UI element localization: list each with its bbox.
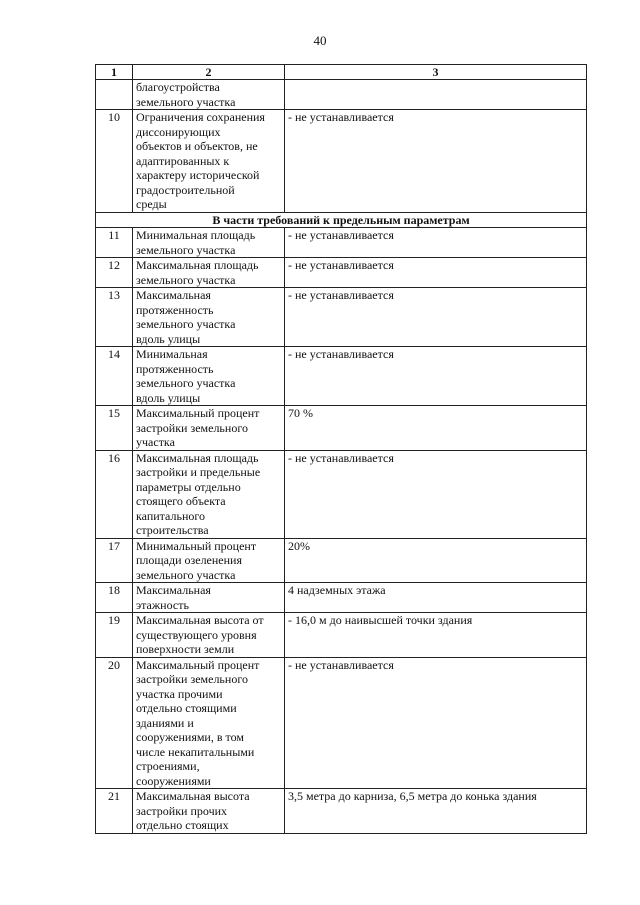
- row-number: 18: [96, 583, 133, 613]
- parameter-value: 70 %: [285, 406, 587, 451]
- table-row: [96, 258, 587, 288]
- parameter-name: Максимальный процент застройки земельного участка: [133, 406, 285, 451]
- requirements-table: [95, 64, 587, 834]
- table-row: [96, 406, 587, 451]
- parameter-name: Максимальная высота застройки прочих отдельно стоящих: [133, 789, 285, 834]
- parameter-value: [285, 80, 587, 110]
- page-number: 40: [313, 33, 327, 48]
- parameter-value: - не устанавливается: [285, 657, 587, 789]
- parameter-name: Максимальная площадь застройки и предельные параметры отдельно стоящего объекта капитального строительства: [133, 450, 285, 538]
- parameter-value: - не устанавливается: [285, 347, 587, 406]
- parameter-name: благоустройства земельного участка: [133, 80, 285, 110]
- parameter-value: - не устанавливается: [285, 258, 587, 288]
- parameter-value: - не устанавливается: [285, 110, 587, 213]
- row-number: [96, 80, 133, 110]
- table-row: [96, 450, 587, 538]
- row-number: 21: [96, 789, 133, 834]
- row-number: 15: [96, 406, 133, 451]
- row-number: 13: [96, 288, 133, 347]
- table-row: [96, 657, 587, 789]
- row-number: 14: [96, 347, 133, 406]
- row-number: 19: [96, 613, 133, 658]
- row-number: 17: [96, 538, 133, 583]
- table-header-row: [96, 65, 587, 80]
- section-row: [96, 212, 587, 228]
- parameter-value: - не устанавливается: [285, 228, 587, 258]
- table-row: [96, 583, 587, 613]
- parameter-value: - не устанавливается: [285, 288, 587, 347]
- parameter-value: - не устанавливается: [285, 450, 587, 538]
- column-header-1: 1: [96, 65, 133, 80]
- section-heading: В части требований к предельным параметрам: [96, 212, 587, 228]
- table-row: [96, 538, 587, 583]
- parameter-name: Максимальная высота от существующего уровня поверхности земли: [133, 613, 285, 658]
- row-number: 12: [96, 258, 133, 288]
- parameter-value: 20%: [285, 538, 587, 583]
- row-number: 20: [96, 657, 133, 789]
- parameter-name: Максимальная этажность: [133, 583, 285, 613]
- table-row: [96, 288, 587, 347]
- table-row: [96, 347, 587, 406]
- table-row: [96, 613, 587, 658]
- parameter-name: Минимальная площадь земельного участка: [133, 228, 285, 258]
- column-header-3: 3: [285, 65, 587, 80]
- parameter-name: Максимальная площадь земельного участка: [133, 258, 285, 288]
- column-header-2: 2: [133, 65, 285, 80]
- row-number: 16: [96, 450, 133, 538]
- parameter-value: - 16,0 м до наивысшей точки здания: [285, 613, 587, 658]
- table-row: [96, 228, 587, 258]
- table-row: [96, 110, 587, 213]
- parameter-value: 3,5 метра до карниза, 6,5 метра до конька здания: [285, 789, 587, 834]
- parameter-name: Максимальный процент застройки земельного участка прочими отдельно стоящими зданиями и сооружениями, в том числе некапитальными строениями, сооружениями: [133, 657, 285, 789]
- table-row: [96, 789, 587, 834]
- parameter-name: Минимальная протяженность земельного участка вдоль улицы: [133, 347, 285, 406]
- row-number: 10: [96, 110, 133, 213]
- parameter-value: 4 надземных этажа: [285, 583, 587, 613]
- parameter-name: Максимальная протяженность земельного участка вдоль улицы: [133, 288, 285, 347]
- parameter-name: Ограничения сохранения диссонирующих объектов и объектов, не адаптированных к характеру исторической градостроительной среды: [133, 110, 285, 213]
- parameter-name: Минимальный процент площади озеленения земельного участка: [133, 538, 285, 583]
- table-row: [96, 80, 587, 110]
- row-number: 11: [96, 228, 133, 258]
